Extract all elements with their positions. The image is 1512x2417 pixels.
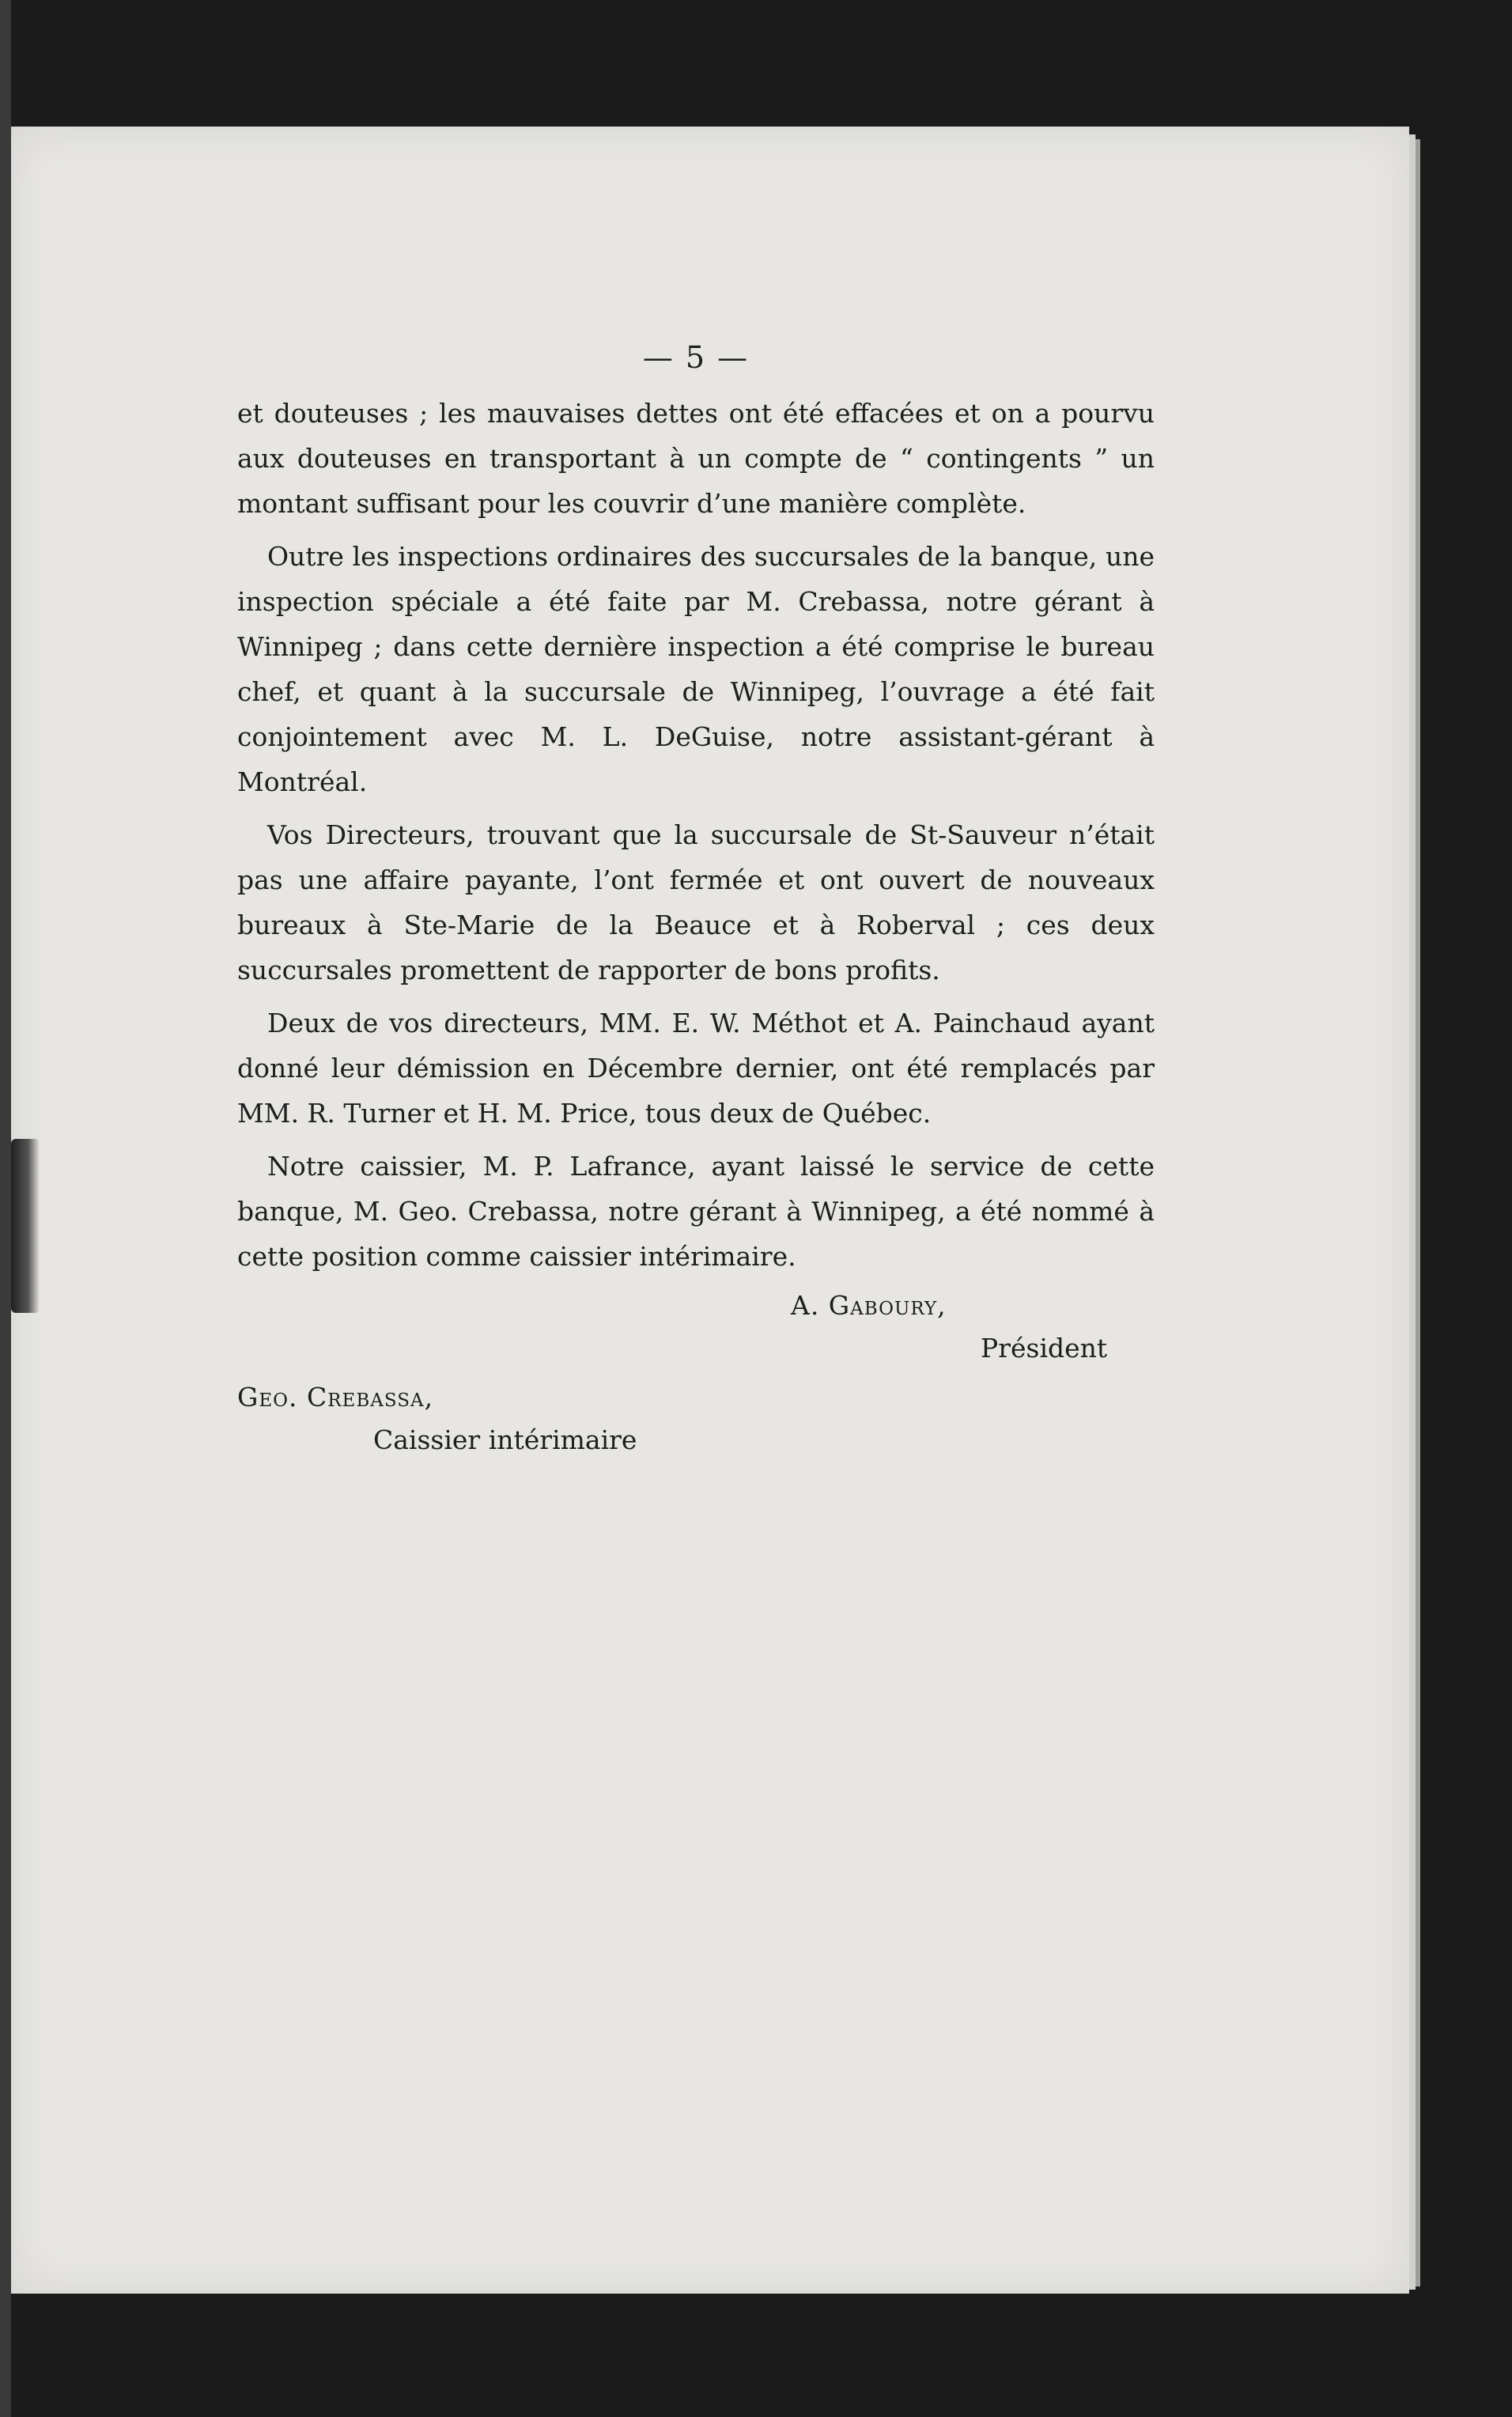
page-content <box>237 206 1155 1480</box>
paragraph-4: Deux de vos directeurs, MM. E. W. Méthot et A. Painchaud ayant donné leur démission en Décembre dernier, ont été remplacés par MM. R. Turner et H. M. Price, tous deux de Québec. <box>237 1008 1155 1129</box>
signature-block <box>237 1290 1155 1480</box>
page-edge-shadow <box>1416 139 1420 2287</box>
paragraph-3: Vos Directeurs, trouvant que la succursale de St-Sauveur n’était pas une affaire payante, l’ont fermée et ont ouvert de nouveaux bureaux à Ste-Marie de la Beauce et à Roberval ; ces deux succursales promettent de rapporter de bons profits. <box>237 819 1155 985</box>
president-name: A. Gaboury, <box>791 1290 947 1321</box>
cashier-name: Geo. Crebassa, <box>237 1382 434 1413</box>
page-number: — 5 — <box>642 340 750 375</box>
paragraph-2: Outre les inspections ordinaires des succursales de la banque, une inspection spéciale a été faite par M. Crebassa, notre gérant à Winnipeg ; dans cette dernière inspection a été comprise le bureau chef, et quant à la succursale de Winnipeg, l’ouvrage a été fait conjointement avec M. L. DeGuise, notre assistant-gérant à Montréal. <box>237 541 1155 797</box>
scan-left-edge <box>0 0 11 2417</box>
president-title: Président <box>981 1333 1108 1364</box>
paragraph-5: Notre caissier, M. P. Lafrance, ayant laissé le service de cette banque, M. Geo. Crebassa, notre gérant à Winnipeg, a été nommé à cette position comme caissier intérimaire. <box>237 1151 1155 1272</box>
binding-mark <box>11 1139 40 1313</box>
cashier-title: Caissier intérimaire <box>373 1424 637 1455</box>
page-edge <box>1409 134 1416 2290</box>
paragraph-1: et douteuses ; les mauvaises dettes ont été effacées et on a pourvu aux douteuses en transportant à un compte de “ contingents ” un montant suffisant pour les couvrir d’une manière complète. <box>237 398 1155 519</box>
